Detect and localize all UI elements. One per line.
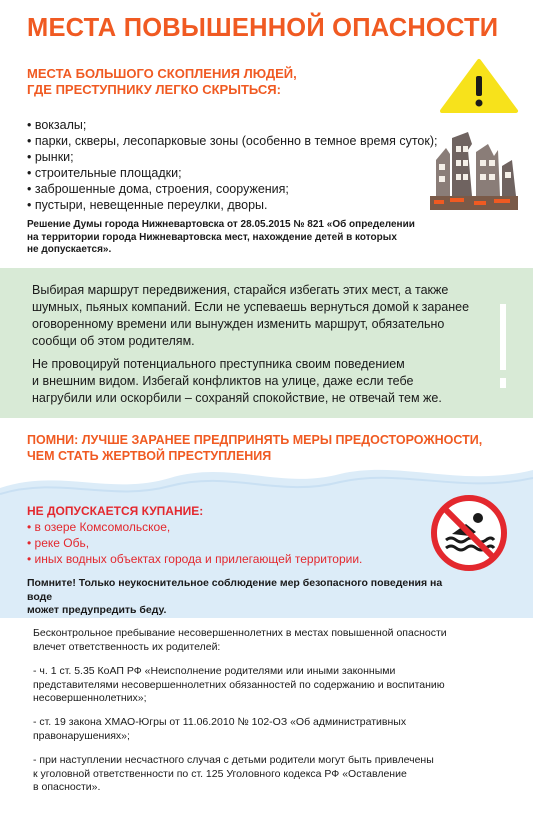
- list-item: • парки, скверы, лесопарковые зоны (особенно в темное время суток);: [27, 133, 487, 149]
- decision-line: Решение Думы города Нижневартовска от 28.05.2015 № 821 «Об определении: [27, 219, 415, 230]
- advice-line: нагрубили или оскорбили – сохраняй спокойствие, не отвечай тем же.: [32, 391, 442, 405]
- list-item: • заброшенные дома, строения, сооружения;: [27, 181, 487, 197]
- list-item: • иных водных объектах города и прилегающей территории.: [27, 551, 362, 567]
- crowded-places-heading: [27, 66, 407, 98]
- remember-line: ПОМНИ: ЛУЧШЕ ЗАРАНЕЕ ПРЕДПРИНЯТЬ МЕРЫ ПРЕДОСТОРОЖНОСТИ,: [27, 433, 483, 447]
- crowded-heading-line: ГДЕ ПРЕСТУПНИКУ ЛЕГКО СКРЫТЬСЯ:: [27, 82, 281, 97]
- para-line: в опасности».: [33, 781, 101, 793]
- advice-line: Выбирая маршрут передвижения, старайся избегать этих мест, а также: [32, 283, 449, 297]
- list-item: • в озере Комсомольское,: [27, 519, 362, 535]
- decision-line: на территории города Нижневартовска мест, нахождение детей в которых: [27, 231, 397, 243]
- list-item: • строительные площадки;: [27, 165, 487, 181]
- para-line: - ст. 19 закона ХМАО-Югры от 11.06.2010 № 102-ОЗ «Об административных: [33, 716, 407, 728]
- list-item: • пустыри, невещенные переулки, дворы.: [27, 197, 487, 213]
- warning-triangle-icon: [438, 58, 520, 114]
- para-line: влечет ответственность их родителей:: [33, 640, 221, 653]
- page-title: МЕСТА ПОВЫШЕННОЙ ОПАСНОСТИ: [27, 14, 499, 42]
- list-item: • рынки;: [27, 149, 487, 165]
- council-decision-text: [27, 219, 467, 257]
- crowded-places-list: [27, 117, 487, 213]
- para-line: представителями несовершеннолетних обязанностей по содержанию и воспитанию: [33, 678, 445, 691]
- advice-line: сообщи об этом родителям.: [32, 334, 195, 348]
- responsibility-intro: [33, 627, 503, 654]
- para-line: к уголовной ответственности по ст. 125 Уголовного кодекса РФ «Оставление: [33, 767, 407, 780]
- decision-line: не допускается».: [27, 244, 112, 255]
- water-note-line: Помните! Только неукоснительное соблюдение мер безопасного поведения на воде: [27, 577, 443, 603]
- responsibility-item: [33, 754, 503, 795]
- list-item: • реке Обь,: [27, 535, 362, 551]
- para-line: - ч. 1 ст. 5.35 КоАП РФ «Неисполнение родителями или иными законными: [33, 665, 396, 677]
- ruined-building-icon: [428, 130, 520, 212]
- no-swimming-heading: НЕ ДОПУСКАЕТСЯ КУПАНИЕ:: [27, 504, 204, 518]
- advice-paragraph: [32, 356, 492, 407]
- advice-line: Не провоцируй потенциального преступника своим поведением: [32, 357, 405, 371]
- no-swimming-list: [27, 519, 362, 567]
- responsibility-item: [33, 716, 503, 743]
- advice-paragraph: [32, 282, 492, 350]
- para-line: Бесконтрольное пребывание несовершеннолетних в местах повышенной опасности: [33, 627, 447, 639]
- exclamation-icon: [500, 304, 506, 388]
- water-note-line: может предупредить беду.: [27, 604, 167, 616]
- water-safety-note: [27, 577, 467, 618]
- para-line: - при наступлении несчастного случая с детьми родители могут быть привлечены: [33, 754, 434, 766]
- no-swimming-icon: [430, 494, 508, 572]
- para-line: правонарушениях»;: [33, 729, 130, 742]
- list-item: • вокзалы;: [27, 117, 487, 133]
- responsibility-item: [33, 665, 503, 706]
- crowded-heading-line: МЕСТА БОЛЬШОГО СКОПЛЕНИЯ ЛЮДЕЙ,: [27, 66, 297, 81]
- para-line: несовершеннолетних»;: [33, 692, 147, 704]
- advice-line: оговоренному времени или вынужден изменить маршрут, обязательно: [32, 317, 445, 331]
- advice-line: и внешним видом. Избегай конфликтов на улице, даже если тебе: [32, 374, 414, 388]
- remember-line: ЧЕМ СТАТЬ ЖЕРТВОЙ ПРЕСТУПЛЕНИЯ: [27, 449, 272, 463]
- advice-line: шумных, пьяных компаний. Если не успеваешь вернуться домой к заранее: [32, 300, 470, 314]
